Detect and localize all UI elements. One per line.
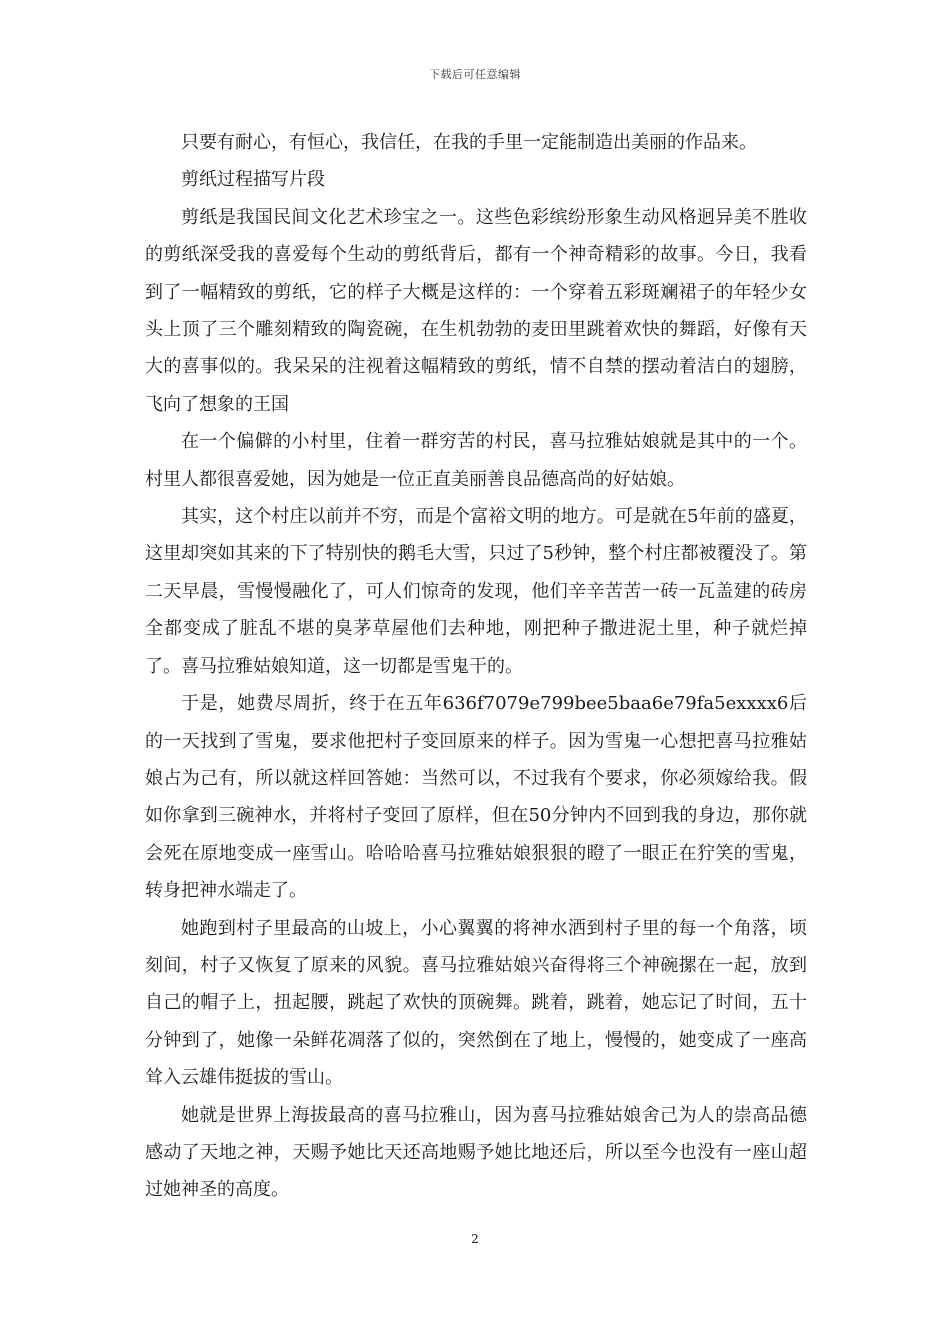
paragraph: 其实，这个村庄以前并不穷，而是个富裕文明的地方。可是就在5年前的盛夏，这里却突如其来的下了特别快的鹅毛大雪，只过了5秒钟，整个村庄都被覆没了。第二天早晨，雪慢慢融化了，可人们惊奇的发现，他们辛辛苦苦一砖一瓦盖建的砖房全都变成了脏乱不堪的臭茅草屋他们去种地，刚把种子撒进泥土里，种子就烂掉了。喜马拉雅姑娘知道，这一切都是雪鬼干的。 (145, 506, 807, 677)
paragraph: 在一个偏僻的小村里，住着一群穷苦的村民，喜马拉雅姑娘就是其中的一个。村里人都很喜爱她，因为她是一位正直美丽善良品德高尚的好姑娘。 (145, 431, 807, 490)
section-heading: 剪纸过程描写片段 (181, 169, 325, 191)
page-header: 下载后可任意编辑 (429, 68, 521, 81)
paragraph: 她就是世界上海拔最高的喜马拉雅山，因为喜马拉雅姑娘舍己为人的崇高品德感动了天地之神，天赐予她比天还高地赐予她比地还后，所以至今也没有一座山超过她神圣的高度。 (145, 1104, 807, 1201)
paragraph: 于是，她费尽周折，终于在五年636f7079e799bee5baa6e79fa5exxxx6后的一天找到了雪鬼，要求他把村子变回原来的样子。因为雪鬼一心想把喜马拉雅姑娘占为己有，所以就这样回答她：当然可以，不过我有个要求，你必须嫁给我。假如你拿到三碗神水，并将村子变回了原样，但在50分钟内不回到我的身边，那你就会死在原地变成一座雪山。哈哈哈喜马拉雅姑娘狠狠的瞪了一眼正在狞笑的雪鬼，转身把神水端走了。 (145, 693, 807, 902)
page-number: 2 (471, 1232, 479, 1246)
paragraph: 剪纸是我国民间文化艺术珍宝之一。这些色彩缤纷形象生动风格迥异美不胜收的剪纸深受我的喜爱每个生动的剪纸背后，都有一个神奇精彩的故事。今日，我看到了一幅精致的剪纸，它的样子大概是这样的：一个穿着五彩斑斓裙子的年轻少女头上顶了三个雕刻精致的陶瓷碗，在生机勃勃的麦田里跳着欢快的舞蹈，好像有天大的喜事似的。我呆呆的注视着这幅精致的剪纸，情不自禁的摆动着洁白的翅膀，飞向了想象的王国 (145, 206, 807, 415)
paragraph: 只要有耐心，有恒心，我信任，在我的手里一定能制造出美丽的作品来。 (181, 132, 757, 153)
document-body (145, 124, 807, 1209)
paragraph: 她跑到村子里最高的山坡上，小心翼翼的将神水洒到村子里的每一个角落，顷刻间，村子又恢复了原来的风貌。喜马拉雅姑娘兴奋得将三个神碗摞在一起，放到自己的帽子上，扭起腰，跳起了欢快的顶碗舞。跳着，跳着，她忘记了时间，五十分钟到了，她像一朵鲜花凋落了似的，突然倒在了地上，慢慢的，她变成了一座高耸入云雄伟挺拔的雪山。 (145, 917, 807, 1089)
